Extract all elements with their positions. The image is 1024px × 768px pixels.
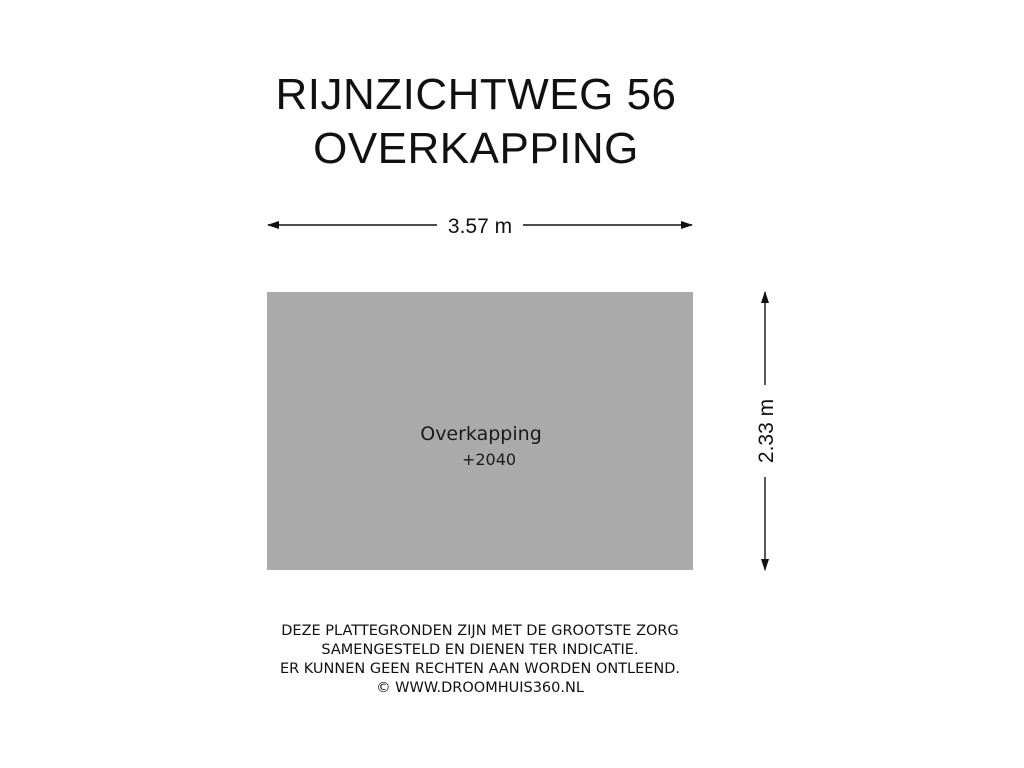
height-dimension-label: 2.33 m (755, 398, 778, 464)
width-dimension-label: 3.57 m (447, 215, 513, 238)
copyright: © WWW.DROOMHUIS360.NL (376, 680, 584, 696)
width-dimension (268, 215, 692, 238)
page-subtitle: OVERKAPPING (313, 124, 639, 173)
disclaimer-line-1: DEZE PLATTEGRONDEN ZIJN MET DE GROOTSTE ZORG (281, 623, 679, 639)
room-name: Overkapping (420, 423, 542, 445)
height-dimension (755, 292, 778, 570)
page-title: RIJNZICHTWEG 56 (275, 70, 677, 119)
disclaimer-line-3: ER KUNNEN GEEN RECHTEN AAN WORDEN ONTLEEND. (279, 661, 681, 677)
disclaimer-line-2: SAMENGESTELD EN DIENEN TER INDICATIE. (321, 642, 639, 658)
room-level: +2040 (461, 450, 517, 469)
disclaimer (0, 622, 960, 698)
